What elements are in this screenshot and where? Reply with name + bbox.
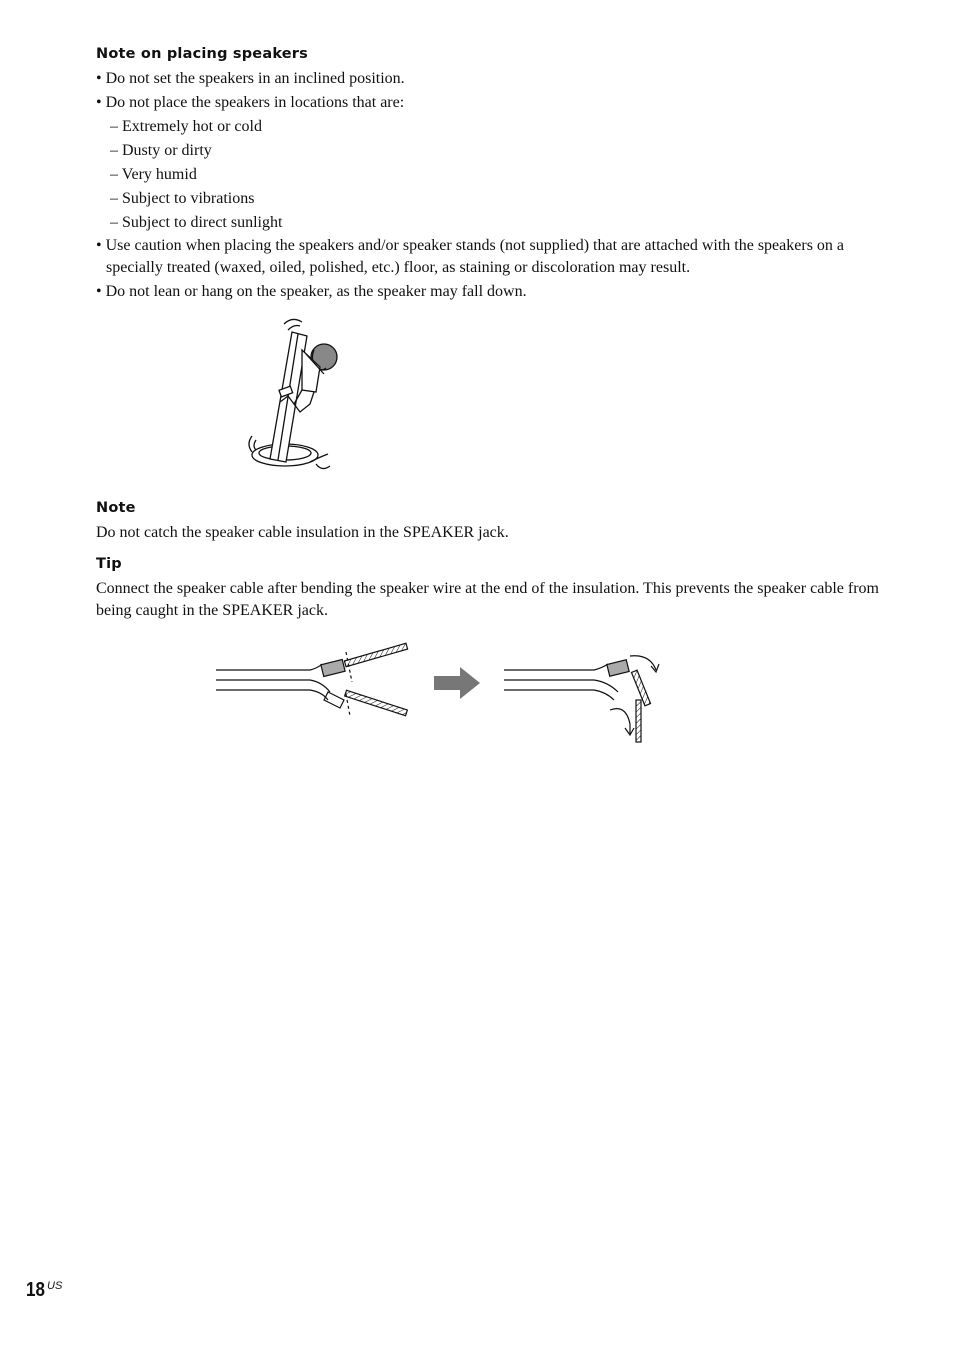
cable-before-diagram: [216, 643, 408, 716]
bullet-locations: • Do not place the speakers in locations that are:: [96, 94, 405, 111]
note-text: Do not catch the speaker cable insulation in the SPEAKER jack.: [96, 524, 509, 541]
section-heading-placing-speakers: Note on placing speakers: [96, 46, 308, 62]
tip-text: Connect the speaker cable after bending the speaker wire at the end of the insulation. This prevents the speaker cable from being caught in the SPEAKER jack.: [96, 580, 879, 619]
bullet-floor-caution: • Use caution when placing the speakers and/or speaker stands (not supplied) that are attached with the speakers on a specially treated (waxed, oiled, polished, etc.) floor, as staining or discoloration may result.: [96, 237, 845, 276]
sub-item-hot-cold: – Extremely hot or cold: [110, 118, 262, 135]
sub-item-sunlight: – Subject to direct sunlight: [110, 214, 283, 231]
sub-item-humid: – Very humid: [110, 166, 197, 183]
page-number-suffix: US: [47, 1280, 63, 1292]
tip-heading: Tip: [96, 556, 122, 572]
bullet-inclined: • Do not set the speakers in an inclined position.: [96, 70, 405, 87]
page-number: 18: [26, 1279, 45, 1301]
note-heading: Note: [96, 500, 136, 516]
arrow-right-icon: [434, 667, 480, 699]
cable-after-diagram: [504, 656, 659, 742]
speaker-hanging-illustration: [240, 312, 340, 480]
sub-item-dusty: – Dusty or dirty: [110, 142, 212, 159]
cable-bending-illustration: [210, 640, 670, 750]
sub-item-vibrations: – Subject to vibrations: [110, 190, 255, 207]
bullet-lean-hang: • Do not lean or hang on the speaker, as the speaker may fall down.: [96, 283, 527, 300]
